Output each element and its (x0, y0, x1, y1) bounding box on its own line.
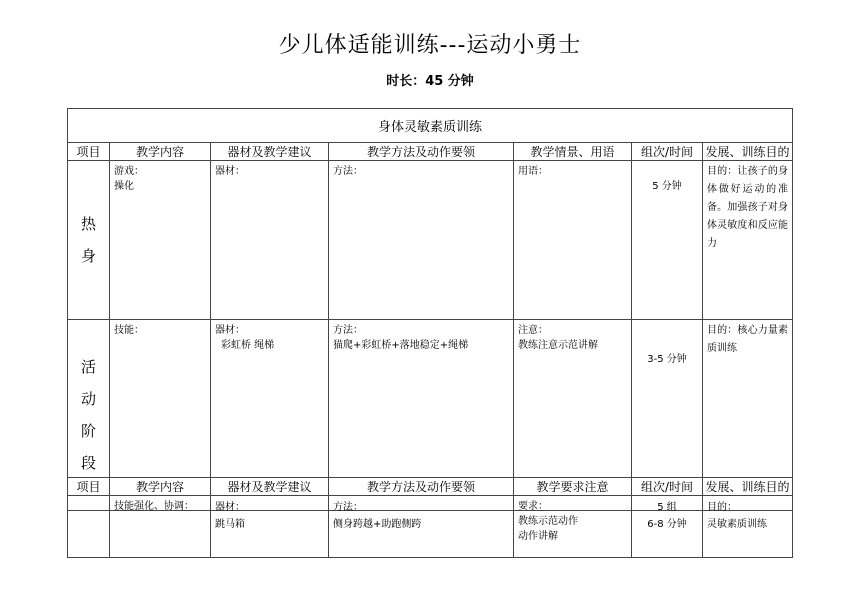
content-cell: 技能： (110, 320, 211, 511)
section-label-warmup: 热 身 (68, 161, 110, 320)
purpose-cell: 目的：让孩子的身体做好运动的准备。加强孩子对身体灵敏度和反应能力 (703, 161, 793, 320)
column-header: 项目 (68, 143, 110, 161)
table-row (68, 496, 793, 558)
column-header: 器材及教学建议 (211, 478, 329, 496)
column-header: 教学方法及动作要领 (329, 478, 514, 496)
training-table-1 (67, 108, 793, 511)
table-row (68, 161, 793, 320)
column-header: 组次/时间 (632, 143, 703, 161)
context-cell: 要求： 教练示范动作 动作讲解 (514, 496, 632, 558)
equipment-cell: 器材： (211, 161, 329, 320)
column-header: 教学内容 (110, 143, 211, 161)
column-header: 项目 (68, 478, 110, 496)
content-cell: 游戏： 操化 (110, 161, 211, 320)
method-cell: 方法： (329, 161, 514, 320)
method-cell: 方法： 侧身跨越+助跑侧跨 (329, 496, 514, 558)
purpose-cell: 目的： 灵敏素质训练 (703, 496, 793, 558)
method-cell: 方法： 猫爬+彩虹桥+落地稳定+绳梯 (329, 320, 514, 511)
time-cell: 5 组 6-8 分钟 (632, 496, 703, 558)
column-header: 发展、训练目的 (703, 143, 793, 161)
page-title: 少儿体适能训练---运动小勇士 (278, 33, 582, 58)
duration-label: 时长：45 分钟 (386, 74, 474, 89)
table-header-row (68, 143, 793, 161)
column-header: 教学情景、用语 (514, 143, 632, 161)
section-label (68, 496, 110, 558)
column-header: 发展、训练目的 (703, 478, 793, 496)
section-label-activity: 活 动 阶 段 (68, 320, 110, 511)
context-cell: 用语： (514, 161, 632, 320)
time-cell: 5 分钟 (632, 161, 703, 320)
context-cell: 注意： 教练注意示范讲解 (514, 320, 632, 511)
training-table-2 (67, 477, 793, 558)
time-cell: 3-5 分钟 (632, 320, 703, 511)
column-header: 组次/时间 (632, 478, 703, 496)
column-header: 教学方法及动作要领 (329, 143, 514, 161)
column-header: 教学要求注意 (514, 478, 632, 496)
equipment-cell: 器材： 彩虹桥 绳梯 (211, 320, 329, 511)
column-header: 器材及教学建议 (211, 143, 329, 161)
purpose-cell: 目的：核心力量素质训练 (703, 320, 793, 511)
content-cell: 技能强化、协调： (110, 496, 211, 558)
equipment-cell: 器材： 跳马箱 (211, 496, 329, 558)
table-banner: 身体灵敏素质训练 (68, 109, 793, 143)
column-header: 教学内容 (110, 478, 211, 496)
table-header-row (68, 478, 793, 496)
